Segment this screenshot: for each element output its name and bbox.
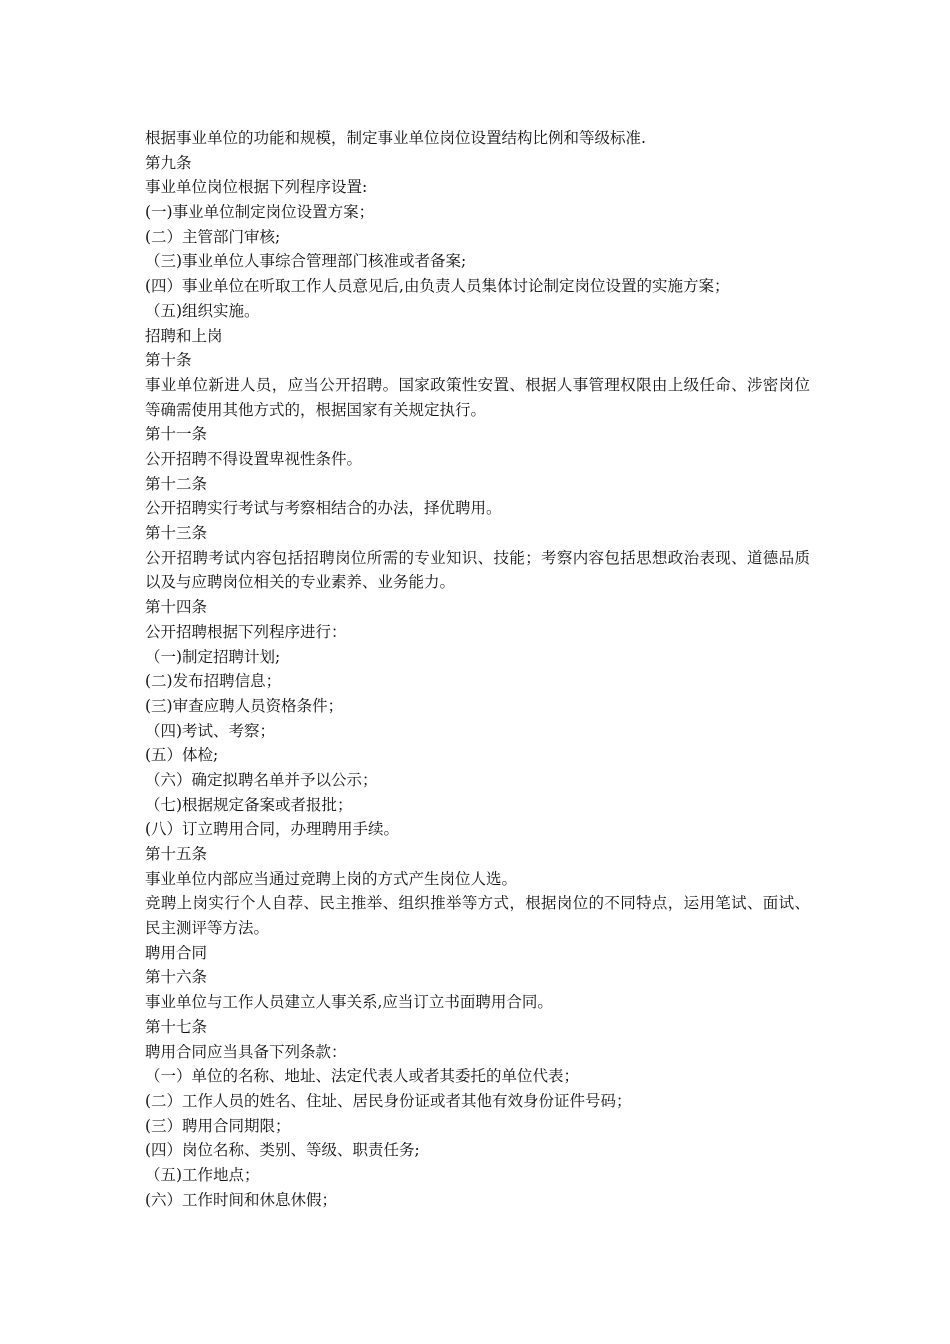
text-line: （六）确定拟聘名单并予以公示； (145, 770, 378, 789)
text-line: 根据事业单位的功能和规模，制定事业单位岗位设置结构比例和等级标准. (145, 129, 646, 147)
text-line: (五）体检; (145, 746, 219, 765)
text-line: （一）单位的名称、地址、法定代表人或者其委托的单位代表； (145, 1067, 580, 1086)
paragraph: 竞聘上岗实行个人自荐、民主推举、组织推举等方式，根据岗位的不同特点，运用笔试、面试、民主测评等方法。 (145, 894, 810, 938)
text-line: 事业单位岗位根据下列程序设置: (145, 178, 368, 197)
text-line: 第十七条 (145, 1017, 208, 1036)
text-line: (八）订立聘用合同，办理聘用手续。 (145, 820, 400, 839)
text-line: 第十四条 (145, 598, 208, 617)
text-line: 第十一条 (145, 425, 208, 444)
text-line: 招聘和上岗 (145, 326, 223, 345)
text-line: 第十五条 (145, 845, 208, 863)
text-line: (三）聘用合同期限； (145, 1116, 291, 1135)
text-line: 聘用合同应当具备下列条款： (145, 1042, 347, 1061)
paragraph: 事业单位新进人员，应当公开招聘。国家政策性安置、根据人事管理权限由上级任命、涉密岗位等确需使用其他方式的，根据国家有关规定执行。 (145, 375, 810, 419)
text-line: (四）事业单位在听取工作人员意见后,由负责人员集体讨论制定岗位设置的实施方案； (145, 277, 730, 296)
text-line: 公开招聘根据下列程序进行： (145, 622, 347, 641)
text-line: 第十六条 (145, 968, 208, 987)
text-line: (六）工作时间和休息休假； (145, 1190, 338, 1209)
text-line: (三)审查应聘人员资格条件； (145, 696, 344, 715)
text-line: （三)事业单位人事综合管理部门核准或者备案; (145, 252, 467, 271)
text-line: 第十二条 (145, 474, 208, 493)
paragraph: 公开招聘考试内容包括招聘岗位所需的专业知识、技能；考察内容包括思想政治表现、道德品质以及与应聘岗位相关的专业素养、业务能力。 (145, 548, 810, 592)
text-line: （七)根据规定备案或者报批； (145, 795, 353, 814)
text-line: 事业单位内部应当通过竞聘上岗的方式产生岗位人选。 (145, 869, 518, 888)
text-line: （五)工作地点； (145, 1165, 260, 1184)
text-line: (一)事业单位制定岗位设置方案； (145, 203, 375, 222)
text-line: (二）主管部门审核; (145, 227, 281, 246)
text-line: （一)制定招聘计划; (145, 647, 281, 666)
text-line: （五)组织实施。 (145, 301, 260, 320)
text-line: （四)考试、考察； (145, 721, 276, 740)
text-line: (二)发布招聘信息； (145, 672, 282, 691)
document-body (145, 126, 810, 1212)
text-line: 事业单位与工作人员建立人事关系,应当订立书面聘用合同。 (145, 993, 553, 1012)
text-line: (二）工作人员的姓名、住址、居民身份证或者其他有效身份证件号码； (145, 1091, 632, 1110)
text-line: 第十三条 (145, 524, 208, 543)
text-line: 公开招聘不得设置卑视性条件。 (145, 449, 363, 468)
text-line: 第九条 (145, 153, 192, 172)
text-line: 第十条 (145, 351, 192, 370)
text-line: 公开招聘实行考试与考察相结合的办法，择优聘用。 (145, 499, 502, 518)
text-line: (四）岗位名称、类别、等级、职责任务; (145, 1141, 420, 1160)
text-line: 聘用合同 (145, 943, 208, 962)
